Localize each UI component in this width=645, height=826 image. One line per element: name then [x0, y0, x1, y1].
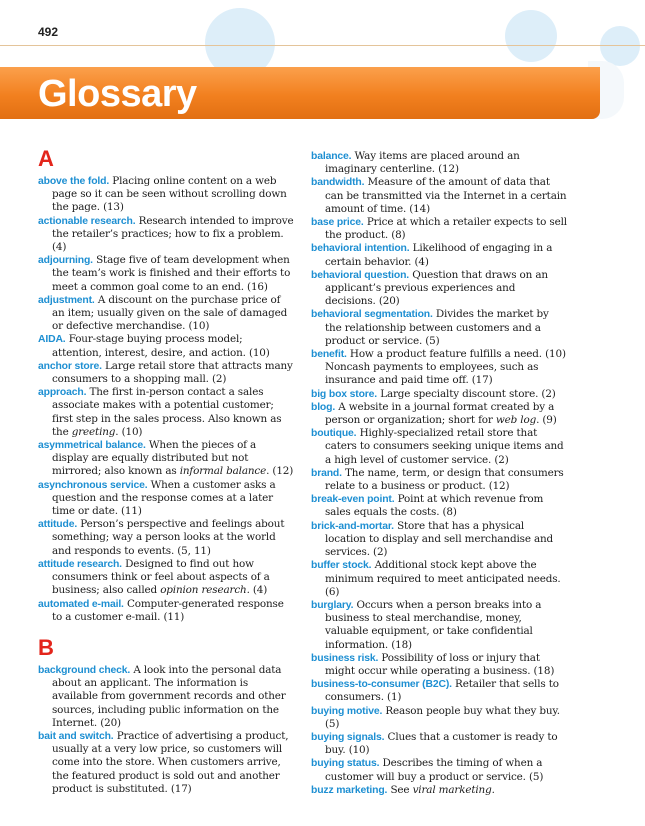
glossary-definition: Store that has a physical location to display and sell merchandise and services. (2)	[325, 519, 554, 559]
glossary-term: buying signals.	[311, 731, 385, 743]
section-letter: A	[38, 146, 54, 171]
glossary-entry	[38, 479, 294, 519]
glossary-definition: Reason people buy what they buy. (5)	[325, 704, 560, 730]
glossary-entry	[38, 175, 294, 215]
glossary-entry	[311, 520, 567, 560]
glossary-term: adjourning.	[38, 255, 93, 267]
glossary-term: break-even point.	[311, 494, 395, 506]
glossary-entry	[311, 401, 567, 427]
glossary-definition: Retailer that sells to consumers. (1)	[325, 678, 559, 704]
glossary-definition: How a product feature fulfills a need. (10) Noncash payments to employees, such as insurance and paid time off. (17)	[325, 348, 566, 387]
glossary-definition: Research intended to improve the retailer’s practices; how to fix a problem. (4)	[52, 214, 294, 254]
glossary-entry	[38, 518, 294, 558]
glossary-entry	[311, 731, 567, 757]
glossary-definition: Divides the market by the relationship between customers and a product or service. (5)	[325, 308, 549, 347]
glossary-definition: Placing online content on a web page so it can be seen without scrolling down the page. (13)	[52, 175, 287, 214]
glossary-definition: Possibility of loss or injury that might occur while operating a business. (18)	[325, 651, 555, 677]
glossary-term: anchor store.	[38, 360, 102, 372]
glossary-term: approach.	[38, 387, 87, 399]
glossary-term: behavioral intention.	[311, 243, 410, 255]
glossary-definition: A look into the personal data about an applicant. The information is available from government records and other sources, including public information on the Internet. (20)	[52, 663, 286, 729]
glossary-entry	[311, 757, 567, 783]
glossary-term: asymmetrical balance.	[38, 440, 146, 452]
glossary-term: buying status.	[311, 758, 380, 770]
glossary-italic-term: opinion research	[160, 584, 247, 597]
glossary-entry	[311, 784, 567, 797]
glossary-definition-end: . (4)	[246, 584, 268, 597]
section-letter: B	[38, 634, 54, 660]
glossary-definition: A discount on the purchase price of an item; usually given on the sale of damaged or defective merchandise. (10)	[52, 293, 288, 333]
glossary-term: blog.	[311, 401, 336, 413]
glossary-definition: Question that draws on an applicant’s previous experiences and decisions. (20)	[325, 268, 548, 308]
glossary-definition: Point at which revenue from sales equals the costs. (8)	[325, 493, 544, 519]
glossary-italic-term: viral marketing	[412, 783, 492, 796]
glossary-definition: Four-stage buying process model; attention, interest, desire, and action. (10)	[52, 333, 270, 359]
glossary-term: automated e-mail.	[38, 598, 124, 610]
glossary-term: behavioral question.	[311, 269, 410, 281]
glossary-definition: See	[390, 783, 410, 796]
glossary-term: AIDA.	[38, 334, 66, 346]
glossary-entry	[38, 386, 294, 439]
glossary-definition: Clues that a customer is ready to buy. (10)	[325, 730, 558, 757]
glossary-term: base price.	[311, 217, 364, 229]
glossary-definition: Describes the timing of when a customer will buy a product or service. (5)	[325, 757, 544, 783]
glossary-term: background check.	[38, 664, 131, 676]
glossary-entry	[311, 150, 567, 176]
glossary-entry	[311, 308, 567, 348]
glossary-definition-end: . (12)	[266, 465, 294, 478]
glossary-term: business risk.	[311, 652, 379, 664]
glossary-definition: The first in-person contact a sales associate makes with a potential customer; first step in the sales process. Also known as the	[52, 386, 282, 438]
glossary-term: attitude research.	[38, 558, 122, 570]
glossary-definition: Large retail store that attracts many consumers to a shopping mall. (2)	[52, 359, 293, 386]
glossary-entry	[311, 467, 567, 493]
glossary-term: buying motive.	[311, 705, 383, 717]
glossary-definition: Computer-generated response to a customer e-mail. (11)	[52, 597, 284, 623]
glossary-column-left	[38, 147, 294, 796]
glossary-term: brand.	[311, 467, 342, 479]
glossary-term: behavioral segmentation.	[311, 309, 433, 321]
glossary-term: big box store.	[311, 388, 378, 400]
glossary-term: benefit.	[311, 349, 347, 361]
glossary-definition: When the pieces of a display are equally distributed but not mirrored; also known as	[52, 439, 257, 478]
glossary-definition: The name, term, or design that consumers relate to a business or product. (12)	[325, 466, 564, 493]
glossary-entry	[311, 242, 567, 268]
glossary-entry	[311, 427, 567, 467]
glossary-definition: Large specialty discount store. (2)	[380, 387, 556, 400]
glossary-term: bait and switch.	[38, 730, 114, 742]
glossary-term: business-to-consumer (B2C).	[311, 679, 452, 691]
glossary-definition-end: . (10)	[115, 425, 143, 438]
glossary-entry	[38, 598, 294, 624]
glossary-definition: Measure of the amount of data that can be transmitted via the Internet in a certain amount of time. (14)	[325, 176, 567, 215]
glossary-entry	[311, 652, 567, 678]
glossary-entry	[311, 678, 567, 704]
glossary-definition-end: .	[491, 783, 495, 796]
glossary-term: adjustment.	[38, 294, 95, 306]
decorative-bubble-medium	[505, 10, 557, 62]
glossary-entry	[38, 730, 294, 796]
glossary-term: brick-and-mortar.	[311, 520, 394, 532]
glossary-definition: Additional stock kept above the minimum required to meet anticipated needs. (6)	[325, 559, 561, 598]
glossary-term: attitude.	[38, 519, 78, 531]
header-rule	[0, 45, 645, 46]
glossary-definition: A website in a journal format created by a person or organization; short for	[325, 400, 555, 427]
glossary-definition: Way items are placed around an imaginary centerline. (12)	[325, 150, 520, 176]
glossary-definition: Price at which a retailer expects to sell the product. (8)	[325, 216, 567, 242]
glossary-italic-term: web log	[495, 414, 537, 427]
glossary-entry	[311, 493, 567, 519]
glossary-entry	[38, 333, 294, 359]
page-number: 492	[38, 25, 59, 39]
glossary-definition-end: . (9)	[536, 414, 557, 427]
glossary-definition: Practice of advertising a product, usually at a very low price, so customers will come into the store. When customers arrive, the featured product is sold out and another product is substituted. (17)	[52, 729, 289, 795]
glossary-entry	[311, 559, 567, 599]
glossary-term: burglary.	[311, 599, 354, 611]
glossary-entry	[38, 254, 294, 294]
glossary-entry	[311, 599, 567, 652]
glossary-definition: Stage five of team development when the team’s work is finished and their efforts to meet a common goal come to an end. (16)	[52, 254, 291, 293]
glossary-entry	[311, 388, 567, 401]
glossary-italic-term: greeting	[71, 425, 116, 438]
glossary-entry	[311, 348, 567, 388]
glossary-entry	[311, 705, 567, 731]
glossary-definition: When a customer asks a question and the response comes at a later time or date. (11)	[52, 478, 276, 518]
page-title: Glossary	[38, 73, 197, 115]
glossary-definition: Designed to find out how consumers think or feel about aspects of a business; also called	[52, 557, 270, 597]
glossary-term: actionable research.	[38, 215, 136, 227]
decorative-bubble-small	[600, 26, 640, 66]
glossary-entry	[311, 216, 567, 242]
glossary-term: asynchronous service.	[38, 479, 148, 491]
glossary-term: bandwidth.	[311, 177, 365, 189]
glossary-term: above the fold.	[38, 176, 110, 187]
glossary-column-right	[311, 150, 567, 797]
glossary-term: boutique.	[311, 428, 357, 440]
glossary-entry	[38, 360, 294, 386]
glossary-entry	[38, 215, 294, 255]
glossary-italic-term: informal balance	[179, 465, 267, 478]
glossary-entry	[38, 664, 294, 730]
glossary-term: balance.	[311, 151, 352, 162]
glossary-entry	[38, 294, 294, 334]
glossary-definition: Occurs when a person breaks into a business to steal merchandise, money, valuable equipment, or take confidential information. (18)	[325, 598, 542, 651]
glossary-entry	[38, 558, 294, 598]
glossary-entry	[38, 439, 294, 479]
glossary-definition: Highly-specialized retail store that caters to consumers seeking unique items and a high level of customer service. (2)	[325, 427, 564, 466]
glossary-term: buzz marketing.	[311, 784, 388, 796]
glossary-definition: Person’s perspective and feelings about something; way a person looks at the world and responds to events. (5, 11)	[52, 518, 285, 557]
glossary-definition: Likelihood of engaging in a certain behavior. (4)	[325, 242, 553, 268]
glossary-term: buffer stock.	[311, 560, 372, 572]
glossary-entry	[311, 269, 567, 309]
glossary-entry	[311, 176, 567, 216]
